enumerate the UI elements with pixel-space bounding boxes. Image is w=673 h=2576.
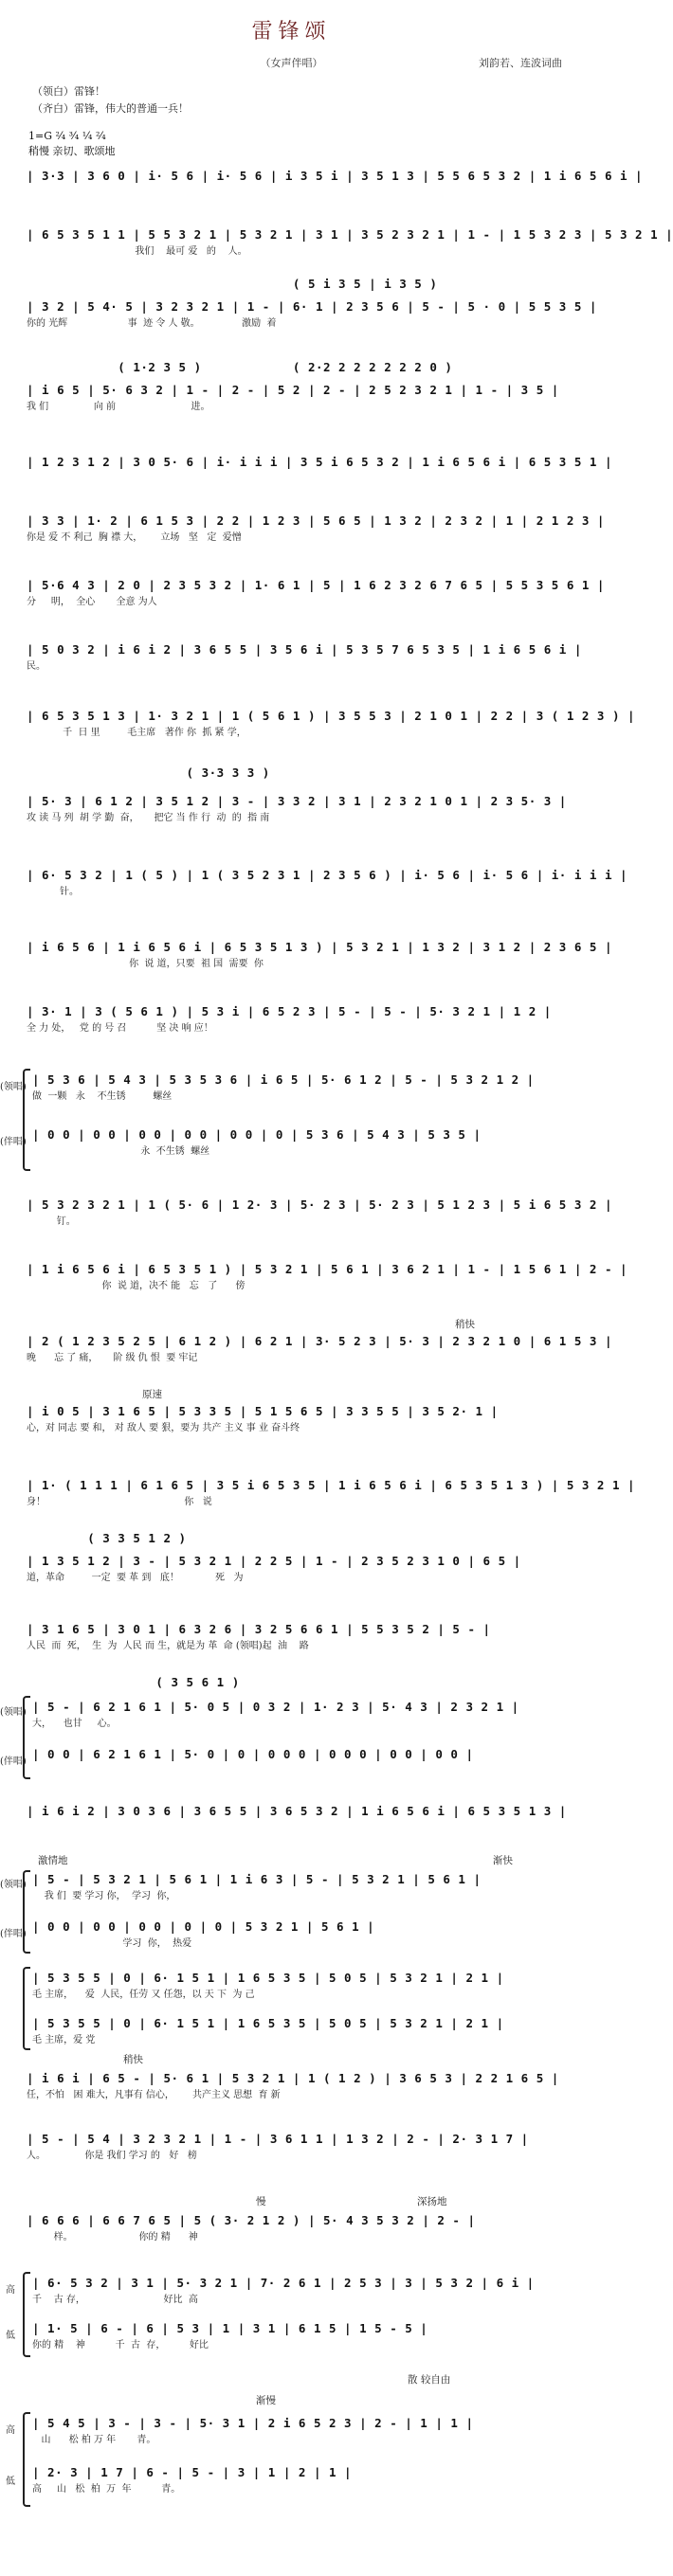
notes: | i 0 5 | 3 1 6 5 | 5 3 3 5 | 5 1 5 6 5 | 3 3 5 5 | 3 5 2· 1 | bbox=[27, 1404, 499, 1418]
lyrics: 千 古 存， 好比 高 bbox=[32, 2295, 198, 2305]
score-meta bbox=[28, 129, 116, 159]
notes: | 5 - | 6 2 1 6 1 | 5· 0 5 | 0 3 2 | 1· 2 3 | 5· 4 3 | 2 3 2 1 | bbox=[32, 1700, 519, 1714]
notes: | 3 3 | 1· 2 | 6 1 5 3 | 2 2 | 1 2 3 | 5 6 5 | 1 3 2 | 2 3 2 | 1 | 2 1 2 3 | bbox=[27, 513, 605, 528]
voice-label-low: 低 bbox=[6, 2331, 15, 2341]
key-signature: 1=G ²⁄₄ ³⁄₄ ¹⁄₄ ²⁄₄ bbox=[28, 130, 106, 142]
system-29 bbox=[32, 1745, 568, 1764]
system-32 bbox=[32, 1918, 568, 1952]
system-37 bbox=[27, 2211, 562, 2245]
system-34 bbox=[32, 2014, 568, 2048]
lyrics: 你 说 道，决不 能 忘 了 傍 bbox=[27, 1281, 246, 1291]
system-16 bbox=[27, 1002, 562, 1036]
system-38 bbox=[32, 2274, 568, 2308]
notes: | 2· 3 | 1 7 | 6 - | 5 - | 3 | 1 | 2 | 1 | bbox=[32, 2465, 353, 2479]
notes: | i 6 i 2 | 3 0 3 6 | 3 6 5 5 | 3 6 5 3 2 | 1 i 6 5 6 i | 6 5 3 5 1 3 | bbox=[27, 1804, 567, 1818]
notes: | 3· 1 | 3 ( 5 6 1 ) | 5 3 i | 6 5 2 3 | 5 - | 5 - | 5· 3 2 1 | 1 2 | bbox=[27, 1004, 552, 1018]
system-27 bbox=[27, 1673, 562, 1692]
notes: | 5 - | 5 4 | 3 2 3 2 1 | 1 - | 3 6 1 1 | 1 3 2 | 2 - | 2· 3 1 7 | bbox=[27, 2132, 529, 2146]
voice-label-chorus-2: (伴唱) bbox=[0, 1756, 27, 1767]
lyrics: 任，不怕 困 难大，凡事有 信心， 共产主义 思想 育 新 bbox=[27, 2090, 281, 2100]
notes: | 3 1 6 5 | 3 0 1 | 6 3 2 6 | 3 2 5 6 6 1 | 5 5 3 5 2 | 5 - | bbox=[27, 1622, 491, 1636]
notes: | 5 3 6 | 5 4 3 | 5 3 5 3 6 | i 6 5 | 5· 6 1 2 | 5 - | 5 3 2 1 2 | bbox=[32, 1072, 535, 1087]
lyrics: 我 们 向 前 进。 bbox=[27, 402, 210, 412]
intro-line-1: （领白）雷锋！ bbox=[32, 85, 105, 98]
notes: | 5 4 5 | 3 - | 3 - | 5· 3 1 | 2 i 6 5 2 3 | 2 - | 1 | 1 | bbox=[32, 2416, 474, 2430]
lyrics: 大， 也甘 心。 bbox=[32, 1719, 117, 1729]
notes: | 6 5 3 5 1 1 | 5 5 3 2 1 | 5 3 2 1 | 3 1 | 3 5 2 3 2 1 | 1 - | 1 5 3 2 3 | 5 3 2 1 | bbox=[27, 227, 673, 242]
system-23 bbox=[27, 1476, 636, 1510]
lyrics: 针。 bbox=[27, 887, 79, 897]
notes: | 5 3 5 5 | 0 | 6· 1 5 1 | 1 6 5 3 5 | 5 0 5 | 5 3 2 1 | 2 1 | bbox=[32, 1971, 504, 1985]
voice-label-high-2: 高 bbox=[6, 2425, 15, 2436]
system-39 bbox=[32, 2319, 568, 2353]
system-35 bbox=[27, 2069, 562, 2103]
system-14 bbox=[27, 866, 628, 900]
system-24 bbox=[27, 1529, 562, 1548]
tempo-slightly-fast: 稍快 bbox=[455, 1319, 475, 1330]
lyrics: 攻 读 马 列 胡 学 勤 奋， 把它 当 作 行 动 的 指 南 bbox=[27, 813, 270, 823]
voice-label-chorus-3: (伴唱) bbox=[0, 1929, 27, 1939]
notes: ( 3 5 6 1 ) bbox=[27, 1675, 240, 1689]
lyrics: 分 明， 全心 全意 为人 bbox=[27, 597, 157, 607]
system-31 bbox=[32, 1870, 568, 1904]
lyrics: 钉。 bbox=[27, 1216, 76, 1227]
voice-label-lead-3: (领唱) bbox=[0, 1880, 27, 1890]
lyrics: 心，对 同志 要 和， 对 敌人 要 狠，要为 共产 主义 事 业 奋斗终 bbox=[27, 1423, 300, 1433]
tempo-passionate: 激情地 bbox=[38, 1855, 68, 1866]
notes: | 1 2 3 1 2 | 3 0 5· 6 | i· i i i | 3 5 i 6 5 3 2 | 1 i 6 5 6 i | 6 5 3 5 1 | bbox=[27, 455, 612, 469]
notes: | 2 ( 1 2 3 5 2 5 | 6 1 2 ) | 6 2 1 | 3· 5 2 3 | 5· 3 | 2 3 2 1 0 | 6 1 5 3 | bbox=[27, 1334, 612, 1348]
notes: | 6 6 6 | 6 6 7 6 5 | 5 ( 3· 2 1 2 ) | 5· 4 3 5 3 2 | 2 - | bbox=[27, 2213, 476, 2227]
lyrics: 身！ 你 说 bbox=[27, 1497, 212, 1507]
voice-label-low-2: 低 bbox=[6, 2477, 15, 2487]
system-9 bbox=[27, 576, 605, 610]
lyrics: 毛 主席，爱 党 bbox=[32, 2035, 96, 2045]
subtitle: （女声伴唱） bbox=[260, 57, 323, 69]
voice-label-lead-2: (领唱) bbox=[0, 1707, 27, 1718]
lyrics: 毛 主席， 爱 人民，任劳 又 任怨，以 天 下 为 己 bbox=[32, 1990, 255, 2000]
system-30 bbox=[27, 1802, 567, 1821]
notes: | 3·3 | 3 6 0 | i· 5 6 | i· 5 6 | i 3 5 i | 3 5 1 3 | 5 5 6 5 3 2 | 1 i 6 5 6 i | bbox=[27, 169, 644, 183]
notes: ( 3 3 5 1 2 ) bbox=[27, 1531, 187, 1545]
intro-text bbox=[32, 83, 189, 117]
notes: ( 3·3 3 3 ) bbox=[27, 766, 270, 780]
notes: | 6· 5 3 2 | 1 ( 5 ) | 1 ( 3 5 2 3 1 | 2 3 5 6 ) | i· 5 6 | i· 5 6 | i· i i i | bbox=[27, 868, 628, 882]
system-26 bbox=[27, 1620, 562, 1654]
notes: | 5 - | 5 3 2 1 | 5 6 1 | 1 i 6 3 | 5 - | 5 3 2 1 | 5 6 1 | bbox=[32, 1872, 482, 1886]
tempo-original: 原速 bbox=[142, 1389, 162, 1400]
notes: | 0 0 | 6 2 1 6 1 | 5· 0 | 0 | 0 0 0 | 0 0 0 | 0 0 | 0 0 | bbox=[32, 1747, 474, 1761]
notes: | 5 3 2 3 2 1 | 1 ( 5· 6 | 1 2· 3 | 5· 2 3 | 5· 2 3 | 5 1 2 3 | 5 i 6 5 3 2 | bbox=[27, 1198, 612, 1212]
system-18 bbox=[32, 1126, 568, 1160]
lyrics: 你的 光辉 事 迹 令 人 敬。 激励 着 bbox=[27, 318, 277, 329]
authors: 刘韵若、连波词曲 bbox=[479, 57, 562, 69]
system-5 bbox=[27, 358, 562, 377]
notes: | 3 2 | 5 4· 5 | 3 2 3 2 1 | 1 - | 6· 1 | 2 3 5 6 | 5 - | 5 · 0 | 5 5 3 5 | bbox=[27, 299, 597, 314]
lyrics: 千 日 里 毛主席 著作 你 抓 紧 学， bbox=[27, 728, 246, 738]
system-33 bbox=[32, 1969, 568, 2003]
system-13 bbox=[27, 792, 567, 826]
system-7 bbox=[27, 453, 612, 487]
lyrics: 民。 bbox=[27, 661, 45, 672]
system-36 bbox=[27, 2130, 562, 2164]
tempo-slightly-fast-2: 稍快 bbox=[123, 2054, 143, 2065]
system-11 bbox=[27, 707, 636, 741]
notes: | 6 5 3 5 1 3 | 1· 3 2 1 | 1 ( 5 6 1 ) | 3 5 5 3 | 2 1 0 1 | 2 2 | 3 ( 1 2 3 ) | bbox=[27, 709, 636, 723]
notes: ( 1·2 3 5 ) ( 2·2 2 2 2 2 2 2 0 ) bbox=[27, 360, 453, 374]
voice-label-high: 高 bbox=[6, 2285, 15, 2296]
notes: | 1· ( 1 1 1 | 6 1 6 5 | 3 5 i 6 5 3 5 | 1 i 6 5 6 i | 6 5 3 5 1 3 ) | 5 3 2 1 | bbox=[27, 1478, 636, 1492]
system-3 bbox=[27, 275, 562, 294]
lyrics: 人。 你是 我们 学习 的 好 榜 bbox=[27, 2151, 197, 2161]
notes: | 6· 5 3 2 | 3 1 | 5· 3 2 1 | 7· 2 6 1 | 2 5 3 | 3 | 5 3 2 | 6 i | bbox=[32, 2276, 535, 2290]
lyrics: 你 说 道，只要 祖 国 需要 你 bbox=[27, 959, 264, 969]
voice-label-chorus: (伴唱) bbox=[0, 1137, 27, 1147]
notes: | 0 0 | 0 0 | 0 0 | 0 0 | 0 0 | 0 | 5 3 6 | 5 4 3 | 5 3 5 | bbox=[32, 1127, 482, 1142]
system-4 bbox=[27, 297, 597, 332]
notes: | i 6 5 | 5· 6 3 2 | 1 - | 2 - | 5 2 | 2 - | 2 5 2 3 2 1 | 1 - | 3 5 | bbox=[27, 383, 559, 397]
system-19 bbox=[27, 1196, 612, 1230]
system-6 bbox=[27, 381, 562, 415]
voice-label-lead: (领唱) bbox=[0, 1082, 27, 1092]
lyrics bbox=[27, 186, 562, 201]
lyrics: 道，革命 一定 要 革 到 底！ 死 为 bbox=[27, 1573, 244, 1583]
tempo-gradually-slow: 渐慢 bbox=[256, 2395, 276, 2406]
system-25 bbox=[27, 1552, 562, 1586]
lyrics: 全 力 处， 党 的 号 召 坚 决 响 应！ bbox=[27, 1023, 213, 1034]
lyrics: 永 不生锈 螺丝 bbox=[32, 1146, 210, 1157]
system-28 bbox=[32, 1698, 568, 1732]
system-20 bbox=[27, 1260, 628, 1294]
notes: | 1 3 5 1 2 | 3 - | 5 3 2 1 | 2 2 5 | 1 - | 2 3 5 2 3 1 0 | 6 5 | bbox=[27, 1554, 521, 1568]
tempo-accelerando: 渐快 bbox=[493, 1855, 513, 1866]
system-15 bbox=[27, 938, 612, 972]
system-10 bbox=[27, 640, 582, 675]
page-title: 雷锋颂 bbox=[251, 20, 332, 44]
system-22 bbox=[27, 1402, 562, 1436]
lyrics: 做 一颗 永 不生锈 螺丝 bbox=[32, 1091, 173, 1102]
notes: | i 6 i | 6 5 - | 5· 6 1 | 5 3 2 1 | 1 ( 1 2 ) | 3 6 5 3 | 2 2 1 6 5 | bbox=[27, 2071, 559, 2085]
notes: | 0 0 | 0 0 | 0 0 | 0 | 0 | 5 3 2 1 | 5 6 1 | bbox=[32, 1919, 375, 1934]
part-brace-6 bbox=[23, 2412, 30, 2507]
tempo-expansive: 深扬地 bbox=[417, 2196, 447, 2207]
lyrics: 人民 而 死， 生 为 人民 而 生，就是为 革 命 (领唱)起 油 路 bbox=[27, 1641, 309, 1651]
notes: | 5· 3 | 6 1 2 | 3 5 1 2 | 3 - | 3 3 2 | 3 1 | 2 3 2 1 0 1 | 2 3 5· 3 | bbox=[27, 794, 567, 808]
lyrics bbox=[27, 472, 562, 487]
system-17 bbox=[32, 1071, 568, 1105]
notes: | 5 3 5 5 | 0 | 6· 1 5 1 | 1 6 5 3 5 | 5 0 5 | 5 3 2 1 | 2 1 | bbox=[32, 2016, 504, 2030]
lyrics: 你是 爱 不 利己 胸 襟 大， 立场 坚 定 爱憎 bbox=[27, 532, 242, 543]
intro-line-2: （齐白）雷锋，伟大的普通一兵！ bbox=[32, 102, 189, 115]
notes: ( 5 i 3 5 | i 3 5 ) bbox=[27, 277, 438, 291]
notes: | i 6 5 6 | 1 i 6 5 6 i | 6 5 3 5 1 3 ) | 5 3 2 1 | 1 3 2 | 3 1 2 | 2 3 6 5 | bbox=[27, 940, 612, 954]
system-21 bbox=[27, 1332, 612, 1366]
system-12 bbox=[27, 764, 562, 783]
part-brace-4 bbox=[23, 1967, 30, 2050]
notes: | 1 i 6 5 6 i | 6 5 3 5 1 ) | 5 3 2 1 | 5 6 1 | 3 6 2 1 | 1 - | 1 5 6 1 | 2 - | bbox=[27, 1262, 628, 1276]
tempo-free: 散 较自由 bbox=[408, 2374, 451, 2386]
lyrics: 晚 忘 了 痛， 阶 级 仇 恨 要 牢记 bbox=[27, 1353, 198, 1363]
notes: | 5·6 4 3 | 2 0 | 2 3 5 3 2 | 1· 6 1 | 5 | 1 6 2 3 2 6 7 6 5 | 5 5 3 5 6 1 | bbox=[27, 578, 605, 592]
notes: | 5 0 3 2 | i 6 i 2 | 3 6 5 5 | 3 5 6 i | 5 3 5 7 6 5 3 5 | 1 i 6 5 6 i | bbox=[27, 642, 582, 657]
lyrics: 学习 你， 热爱 bbox=[32, 1938, 192, 1949]
system-1 bbox=[27, 167, 644, 201]
system-40 bbox=[32, 2414, 568, 2448]
lyrics: 我们 最可 爱 的 人。 bbox=[27, 246, 247, 257]
notes: | 1· 5 | 6 - | 6 | 5 3 | 1 | 3 1 | 6 1 5 | 1 5 - 5 | bbox=[32, 2321, 428, 2335]
lyrics: 高 山 松 柏 万 年 青。 bbox=[32, 2484, 181, 2495]
part-brace-5 bbox=[23, 2272, 30, 2357]
lyrics: 我 们 要 学习 你， 学习 你， bbox=[32, 1891, 176, 1901]
system-2 bbox=[27, 225, 673, 260]
lyrics: 样。 你的 精 神 bbox=[27, 2232, 198, 2243]
lyrics: 你的 精 神 千 古 存， 好比 bbox=[32, 2340, 209, 2351]
system-41 bbox=[32, 2463, 568, 2497]
system-8 bbox=[27, 512, 605, 546]
tempo-slow: 慢 bbox=[256, 2196, 266, 2207]
lyrics: 山 松 柏 万 年 青。 bbox=[32, 2435, 156, 2445]
tempo-marking: 稍慢 亲切、歌颂地 bbox=[28, 145, 116, 157]
